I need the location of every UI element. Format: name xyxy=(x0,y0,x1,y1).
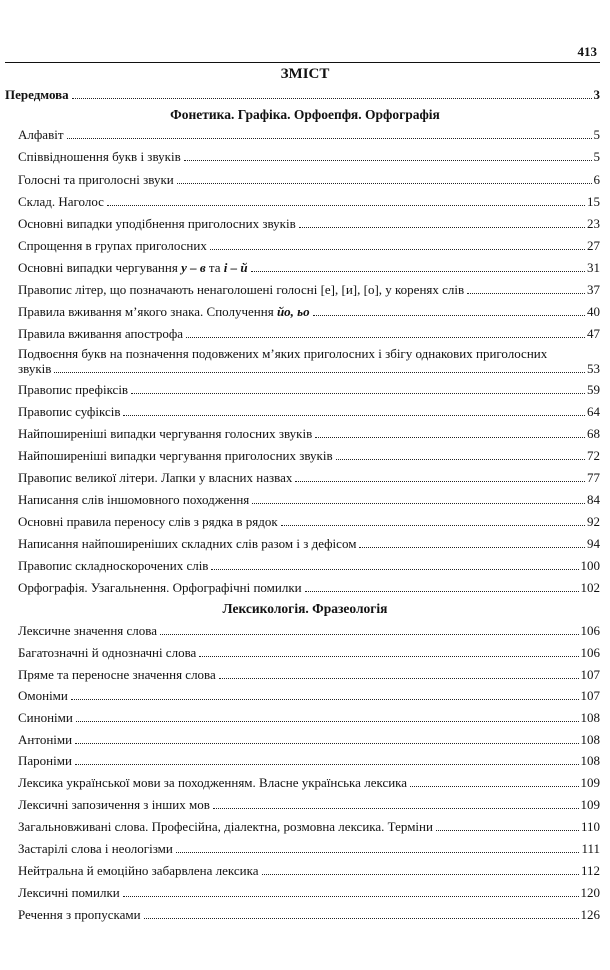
section-title-lexicology: Лексикологія. Фразеологія xyxy=(222,601,388,616)
toc-entry-page: 77 xyxy=(587,470,600,485)
toc-entry-page: 112 xyxy=(580,863,600,878)
dot-leader xyxy=(305,591,579,592)
dot-leader xyxy=(410,786,578,787)
toc-entry-page: 84 xyxy=(587,492,600,507)
toc-entry[interactable] xyxy=(18,646,600,660)
toc-entry-label: Правопис суфіксів xyxy=(18,404,121,419)
toc-entry-label: Лексика української мови за походженням. Власне українська лексика xyxy=(18,775,408,790)
toc-entry-page: 108 xyxy=(580,753,600,768)
toc-entry-label: Найпоширеніші випадки чергування голосних звуків xyxy=(18,426,313,441)
toc-entry[interactable] xyxy=(18,776,600,790)
toc-entry-label: Багатозначні й однозначні слова xyxy=(18,645,197,660)
toc-entry[interactable] xyxy=(18,537,600,551)
dot-leader xyxy=(131,393,585,394)
toc-entry-page: 109 xyxy=(580,797,600,812)
dot-leader xyxy=(107,205,585,206)
label-emphasis: йо, ьо xyxy=(276,304,310,319)
toc-entry-page: 31 xyxy=(587,260,600,275)
dot-leader xyxy=(75,764,579,765)
dot-leader xyxy=(359,547,585,548)
dot-leader xyxy=(199,656,578,657)
dot-leader xyxy=(75,743,578,744)
toc-entry-label: Синоніми xyxy=(18,710,73,725)
toc-entry-page: 59 xyxy=(587,382,600,397)
dot-leader xyxy=(299,227,585,228)
toc-entry-label: Спрощення в групах приголосних xyxy=(18,238,207,253)
toc-entry-label: Співвідношення букв і звуків xyxy=(18,149,181,164)
dot-leader xyxy=(177,183,592,184)
label-emphasis: у – в xyxy=(181,260,206,275)
toc-entry-label: Передмова xyxy=(5,87,69,102)
contents-title: ЗМІСТ xyxy=(280,66,330,82)
dot-leader xyxy=(144,918,579,919)
toc-entry-page: 107 xyxy=(580,688,600,703)
toc-entry[interactable] xyxy=(18,217,600,231)
toc-entry-label: Основні правила переносу слів з рядка в рядок xyxy=(18,514,278,529)
toc-entry[interactable] xyxy=(18,908,600,922)
dot-leader xyxy=(211,569,578,570)
toc-entry-page: 102 xyxy=(580,580,600,595)
toc-entry-multiline[interactable] xyxy=(18,346,600,376)
page-number: 413 xyxy=(577,44,597,59)
label-text: Правила вживання м’якого знака. Сполучення xyxy=(18,304,277,319)
dot-leader xyxy=(467,293,585,294)
dot-leader xyxy=(262,874,579,875)
toc-entry-label: Основні випадки уподібнення приголосних звуків xyxy=(18,216,296,231)
toc-entry[interactable] xyxy=(18,405,600,419)
toc-entry-label: Орфографія. Узагальнення. Орфографічні помилки xyxy=(18,580,302,595)
dot-leader xyxy=(210,249,585,250)
toc-entry-label: Написання найпоширеніших складних слів разом і з дефісом xyxy=(18,536,357,551)
toc-entry-page: 108 xyxy=(580,710,600,725)
toc-entry[interactable] xyxy=(18,689,600,703)
toc-entry[interactable] xyxy=(18,383,600,397)
toc-entry-page: 126 xyxy=(580,907,600,922)
dot-leader xyxy=(186,337,585,338)
dot-leader xyxy=(213,808,579,809)
toc-entry-label-line1: Подвоєння букв на позначення подовжених м’яких приголосних і збігу однакових приголосних xyxy=(18,346,548,361)
toc-entry[interactable] xyxy=(18,427,600,441)
toc-entry[interactable] xyxy=(18,559,600,573)
toc-entry-label: Правопис складноскорочених слів xyxy=(18,558,209,573)
toc-entry[interactable] xyxy=(18,239,600,253)
dot-leader xyxy=(251,271,585,272)
toc-entry-label: Речення з пропусками xyxy=(18,907,141,922)
toc-entry-page: 64 xyxy=(587,404,600,419)
toc-entry-label: Склад. Наголос xyxy=(18,194,104,209)
dot-leader xyxy=(72,98,592,99)
toc-entry-page: 53 xyxy=(587,361,600,376)
dot-leader xyxy=(160,634,578,635)
toc-entry-label: Лексичні помилки xyxy=(18,885,120,900)
toc-entry-label xyxy=(18,305,310,319)
dot-leader xyxy=(313,315,585,316)
toc-entry-label: Голосні та приголосні звуки xyxy=(18,172,174,187)
toc-entry[interactable] xyxy=(18,886,600,900)
toc-entry[interactable] xyxy=(18,515,600,529)
toc-entry[interactable] xyxy=(18,449,600,463)
label-text: Основні випадки чергування xyxy=(18,260,182,275)
toc-entry-page: 3 xyxy=(593,87,600,102)
dot-leader xyxy=(252,503,585,504)
toc-entry[interactable] xyxy=(18,754,600,768)
toc-entry-page: 40 xyxy=(587,304,600,319)
toc-entry-label: Лексичне значення слова xyxy=(18,623,158,638)
toc-entry[interactable] xyxy=(18,283,600,297)
toc-entry-label: Лексичні запозичення з інших мов xyxy=(18,797,210,812)
toc-entry[interactable] xyxy=(18,261,600,275)
toc-entry[interactable] xyxy=(18,798,600,812)
toc-entry-page: 72 xyxy=(587,448,600,463)
dot-leader xyxy=(336,459,585,460)
toc-entry-label-line2: звуків xyxy=(18,361,52,376)
toc-entry-line2 xyxy=(18,361,600,376)
toc-entry-label: Правопис префіксів xyxy=(18,382,129,397)
toc-entry[interactable] xyxy=(18,668,600,682)
toc-entry-label xyxy=(18,261,248,275)
toc-entry[interactable] xyxy=(18,173,600,187)
dot-leader xyxy=(436,830,579,831)
toc-entry-page: 68 xyxy=(587,426,600,441)
toc-entry[interactable] xyxy=(18,864,600,878)
dot-leader xyxy=(76,721,579,722)
toc-entry-preface[interactable] xyxy=(5,88,600,102)
toc-entry-page: 106 xyxy=(580,623,600,638)
toc-entry-label: Пряме та переносне значення слова xyxy=(18,667,216,682)
dot-leader xyxy=(184,160,592,161)
toc-entry-page: 94 xyxy=(587,536,600,551)
dot-leader xyxy=(54,372,585,373)
dot-leader xyxy=(219,678,579,679)
dot-leader xyxy=(123,896,579,897)
toc-entry-label: Омоніми xyxy=(18,688,68,703)
toc-entry[interactable] xyxy=(18,150,600,164)
toc-entry[interactable] xyxy=(18,581,600,595)
toc-entry[interactable] xyxy=(18,327,600,341)
toc-entry-label: Пароніми xyxy=(18,753,72,768)
dot-leader xyxy=(315,437,585,438)
toc-entry-label: Правопис великої літери. Лапки у власних назвах xyxy=(18,470,293,485)
toc-entry-page: 5 xyxy=(593,127,600,142)
label-text: та xyxy=(205,260,224,275)
toc-entry-page: 92 xyxy=(587,514,600,529)
dot-leader xyxy=(281,525,585,526)
toc-entry[interactable] xyxy=(18,305,600,319)
toc-entry-page: 120 xyxy=(580,885,600,900)
toc-entry[interactable] xyxy=(18,195,600,209)
toc-entry-page: 111 xyxy=(581,841,600,856)
header-rule xyxy=(5,62,600,63)
dot-leader xyxy=(67,138,592,139)
toc-entry-label: Застарілі слова і неологізми xyxy=(18,841,173,856)
toc-entry-label: Правила вживання апострофа xyxy=(18,326,184,341)
toc-entry[interactable] xyxy=(18,711,600,725)
toc-entry-page: 37 xyxy=(587,282,600,297)
toc-entry-page: 27 xyxy=(587,238,600,253)
toc-entry-page: 109 xyxy=(580,775,600,790)
toc-entry-label: Загальновживані слова. Професійна, діалектна, розмовна лексика. Терміни xyxy=(18,819,433,834)
toc-entry-page: 6 xyxy=(593,172,600,187)
toc-entry[interactable] xyxy=(18,128,600,142)
dot-leader xyxy=(295,481,585,482)
toc-entry[interactable] xyxy=(18,733,600,747)
toc-entry-page: 15 xyxy=(587,194,600,209)
toc-entry-page: 106 xyxy=(580,645,600,660)
toc-entry-label: Найпоширеніші випадки чергування приголосних звуків xyxy=(18,448,333,463)
toc-entry-label: Антоніми xyxy=(18,732,73,747)
label-emphasis: і – й xyxy=(223,260,248,275)
toc-entry[interactable] xyxy=(18,842,600,856)
toc-entry[interactable] xyxy=(18,493,600,507)
toc-entry-label: Написання слів іншомовного походження xyxy=(18,492,250,507)
toc-entry-page: 108 xyxy=(580,732,600,747)
dot-leader xyxy=(176,852,580,853)
toc-entry[interactable] xyxy=(18,820,600,834)
toc-entry-page: 5 xyxy=(593,149,600,164)
section-title-phonetics: Фонетика. Графіка. Орфоепфя. Орфографія xyxy=(170,107,440,122)
toc-entry-page: 110 xyxy=(580,819,600,834)
toc-entry-page: 23 xyxy=(587,216,600,231)
dot-leader xyxy=(71,699,579,700)
toc-entry[interactable] xyxy=(18,624,600,638)
dot-leader xyxy=(123,415,585,416)
toc-entry-label: Правопис літер, що позначають ненаголошені голосні [е], [и], [о], у коренях слів xyxy=(18,282,465,297)
toc-entry[interactable] xyxy=(18,471,600,485)
toc-entry-page: 47 xyxy=(587,326,600,341)
toc-entry-page: 100 xyxy=(580,558,600,573)
toc-entry-page: 107 xyxy=(580,667,600,682)
toc-entry-label: Алфавіт xyxy=(18,127,64,142)
toc-entry-label: Нейтральна й емоційно забарвлена лексика xyxy=(18,863,259,878)
